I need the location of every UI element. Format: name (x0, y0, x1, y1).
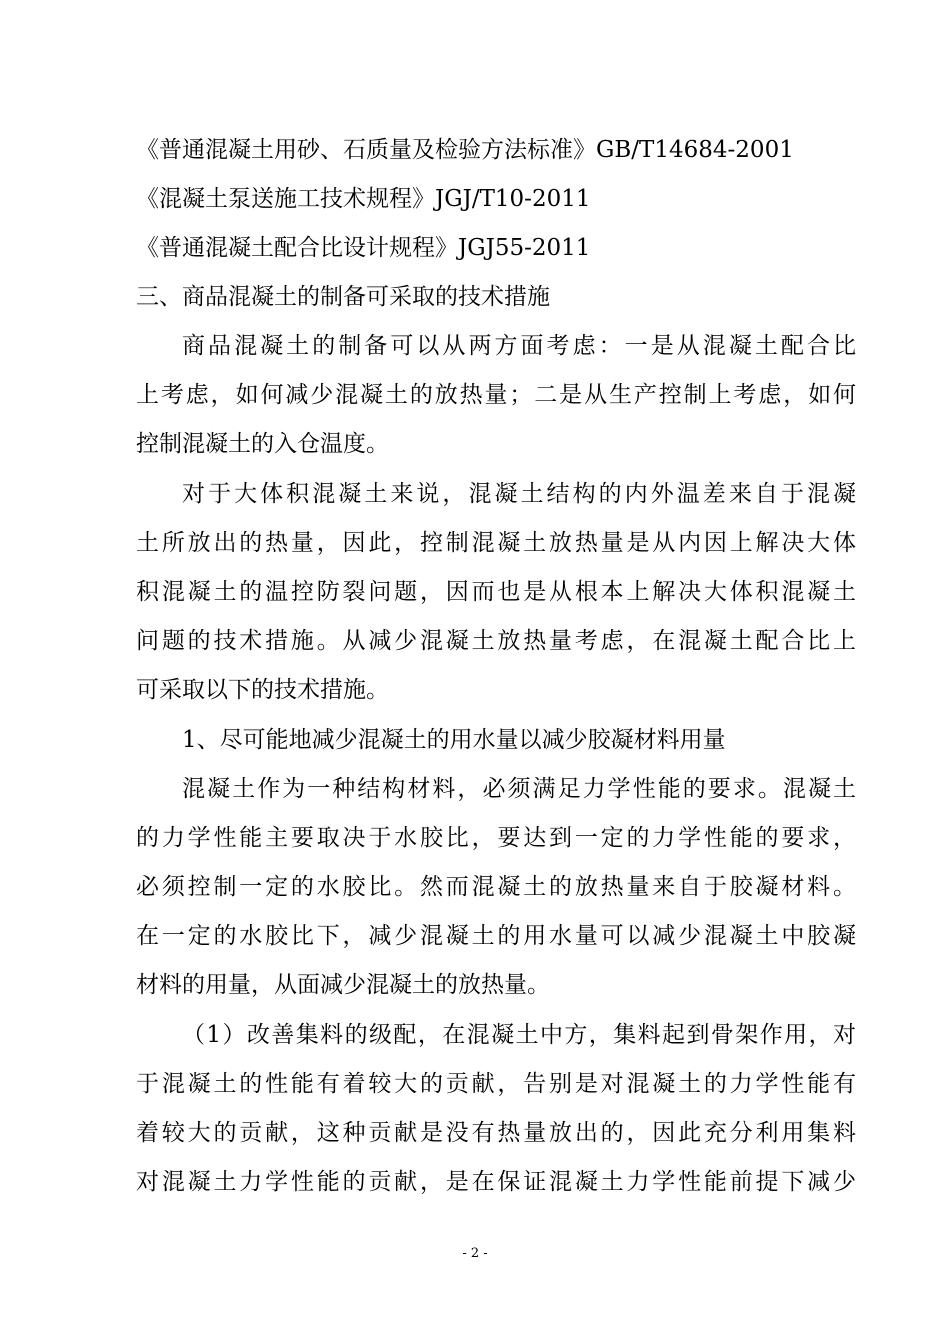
paragraph1-line-3: 控制混凝土的入仓温度。 (136, 431, 389, 457)
paragraph1-line-1: 商品混凝土的制备可以从两方面考虑：一是从混凝土配合比 (182, 333, 856, 359)
paragraph3-line-2: 的力学性能主要取决于水胶比，要达到一定的力学性能的要求， (136, 825, 856, 851)
paragraph3-line-1: 混凝土作为一种结构材料，必须满足力学性能的要求。混凝土 (182, 776, 856, 802)
paragraph2-line-2: 土所放出的热量，因此，控制混凝土放热量是从内因上解决大体 (136, 530, 856, 556)
paragraph3-line-5: 材料的用量，从面减少混凝土的放热量。 (136, 972, 550, 998)
paragraph2-line-1: 对于大体积混凝土来说，混凝土结构的内外温差来自于混凝 (182, 481, 856, 507)
paragraph2-line-3: 积混凝土的温控防裂问题，因而也是从根本上解决大体积混凝土 (136, 579, 856, 605)
reference-line-3: 《普通混凝土配合比设计规程》JGJ55-2011 (136, 235, 591, 261)
subheading: 1、尽可能地减少混凝土的用水量以减少胶凝材料用量 (182, 727, 726, 753)
section-heading: 三、商品混凝土的制备可采取的技术措施 (136, 284, 550, 310)
page-number: - 2 - (462, 1246, 488, 1261)
paragraph1-line-2: 上考虑，如何减少混凝土的放热量；二是从生产控制上考虑，如何 (136, 382, 856, 408)
paragraph4-line-3: 着较大的贡献，这种贡献是没有热量放出的，因此充分利用集料 (136, 1120, 856, 1146)
paragraph4-line-4: 对混凝土力学性能的贡献，是在保证混凝土力学性能前提下减少 (136, 1169, 856, 1195)
paragraph2-line-4: 问题的技术措施。从减少混凝土放热量考虑，在混凝土配合比上 (136, 628, 856, 654)
paragraph3-line-4: 在一定的水胶比下，减少混凝土的用水量可以减少混凝土中胶凝 (136, 923, 856, 949)
paragraph4-line-1: （1）改善集料的级配，在混凝土中方，集料起到骨架作用，对 (182, 1022, 856, 1048)
paragraph3-line-3: 必须控制一定的水胶比。然而混凝土的放热量来自于胶凝材料。 (136, 874, 856, 900)
reference-line-1: 《普通混凝土用砂、石质量及检验方法标准》GB/T14684-2001 (136, 137, 794, 163)
paragraph2-line-5: 可采取以下的技术措施。 (136, 677, 389, 703)
paragraph4-line-2: 于混凝土的性能有着较大的贡献，告别是对混凝土的力学性能有 (136, 1071, 856, 1097)
reference-line-2: 《混凝土泵送施工技术规程》JGJ/T10-2011 (136, 186, 591, 212)
